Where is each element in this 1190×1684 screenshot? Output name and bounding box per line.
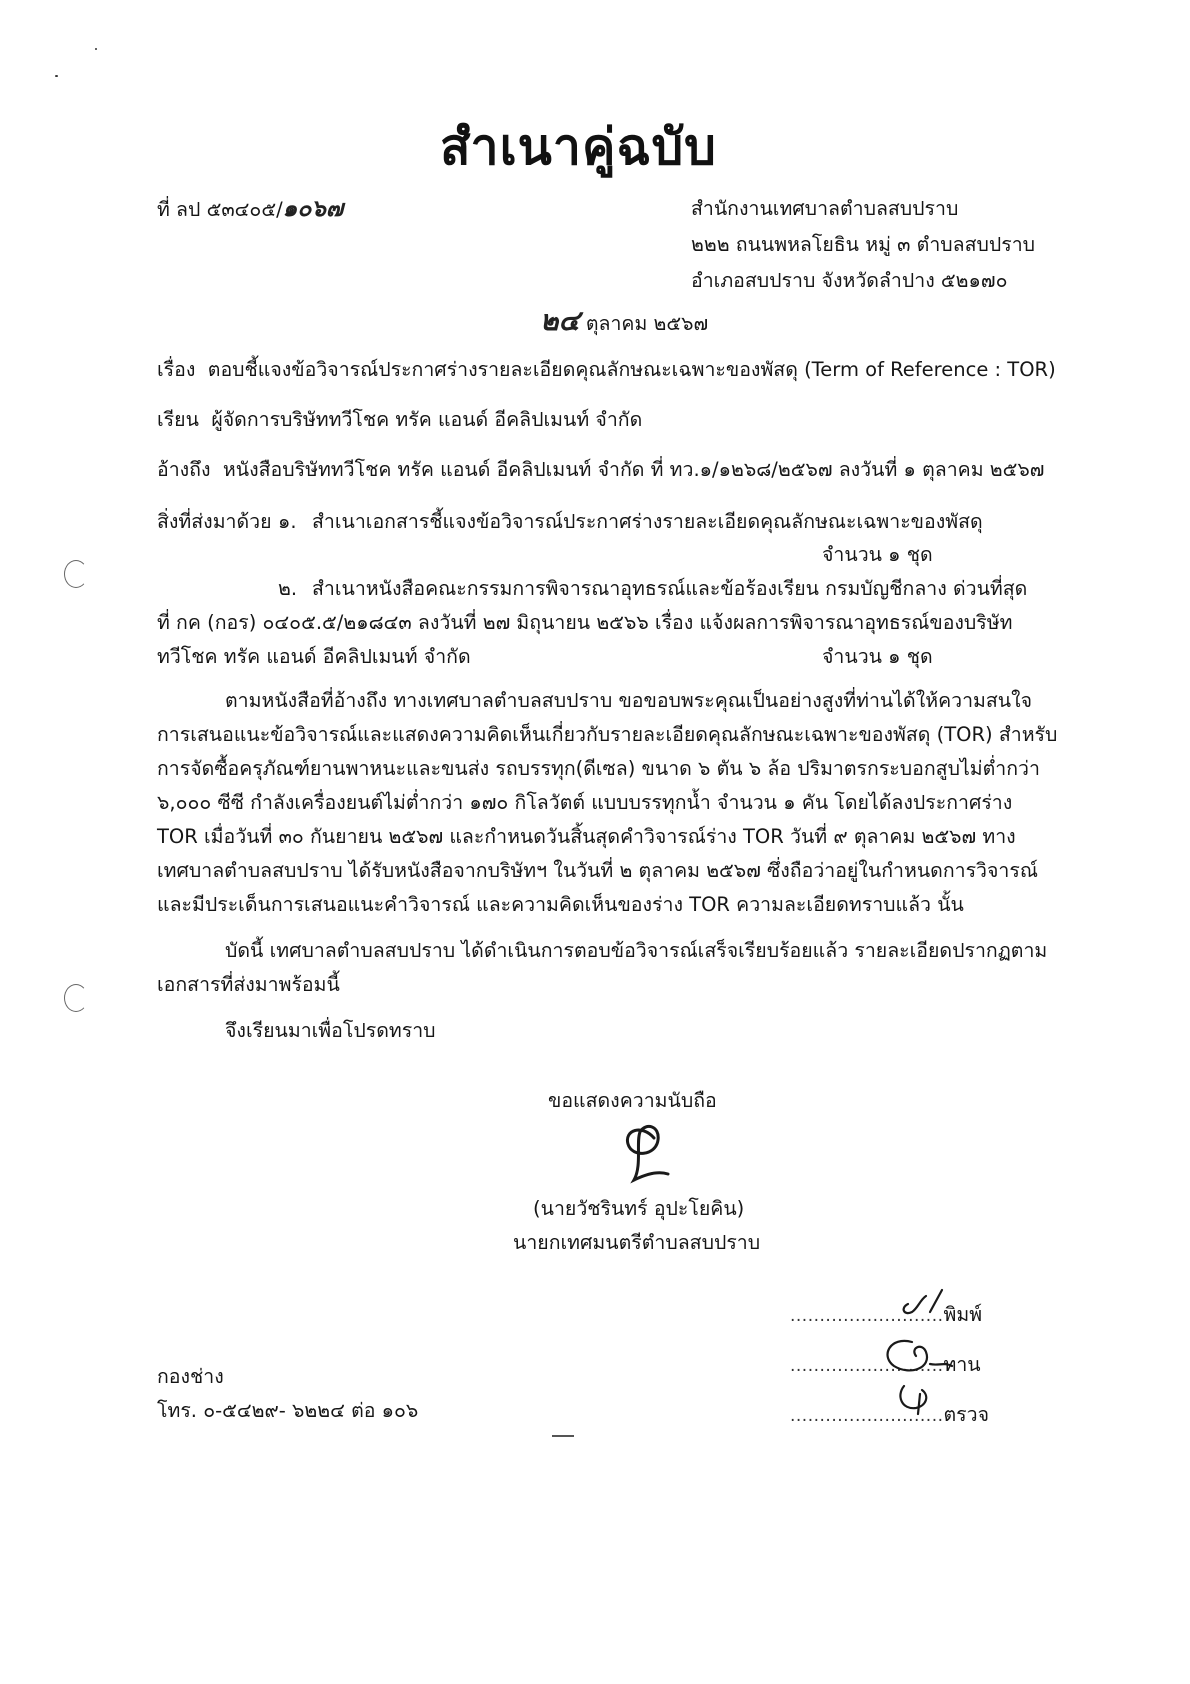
- enclosure-2-line-1: สำเนาหนังสือคณะกรรมการพิจารณาอุทธรณ์และข้อร้องเรียน กรมบัญชีกลาง ด่วนที่สุด: [312, 577, 1028, 600]
- reference-number-handwritten: ๑๐๖๗: [282, 195, 344, 222]
- enclosures-label: สิ่งที่ส่งมาด้วย: [157, 510, 272, 533]
- sender-address-line-1: สำนักงานเทศบาลตำบลสบปราบ: [691, 197, 959, 220]
- punch-hole-mark: [64, 984, 88, 1012]
- signer-title: นายกเทศมนตรีตำบลสบปราบ: [513, 1231, 761, 1254]
- reference-line: [157, 457, 1044, 483]
- signer-name: (นายวัชรินทร์ อุปะโยคิน): [533, 1197, 745, 1220]
- body-paragraph-1-line: และมีประเด็นการเสนอแนะคำวิจารณ์ และความคิดเห็นของร่าง TOR ความละเอียดทราบแล้ว นั้น: [157, 893, 964, 916]
- body-paragraph-1-line: การจัดซื้อครุภัณฑ์ยานพาหนะและขนส่ง รถบรรทุก(ดีเซล) ขนาด ๖ ตัน ๖ ล้อ ปริมาตรกระบอกสูบไม่ต่ำกว่า: [157, 757, 1040, 780]
- enclosure-1-count: จำนวน ๑ ชุด: [822, 543, 933, 566]
- checked-by-label: ทาน: [943, 1353, 981, 1376]
- initials-dotted-line: ..........................: [790, 1406, 944, 1426]
- letter-date: [540, 304, 709, 337]
- verified-by-label: ตรวจ: [943, 1403, 990, 1426]
- reference-number: [157, 196, 343, 223]
- closing-request: จึงเรียนมาเพื่อโปรดทราบ: [225, 1019, 436, 1042]
- body-paragraph-1-line: การเสนอแนะข้อวิจารณ์และแสดงความคิดเห็นเกี่ยวกับรายละเอียดคุณลักษณะเฉพาะของพัสดุ (TOR) สำหรับ: [157, 723, 1058, 746]
- recipient-label: เรียน: [157, 408, 199, 431]
- enclosure-2-line-3: ทวีโชค ทรัค แอนด์ อีคลิปเมนท์ จำกัด: [157, 645, 471, 668]
- enclosure-2-number: ๒.: [278, 577, 298, 600]
- body-paragraph-1-line: ๖,๐๐๐ ซีซี กำลังเครื่องยนต์ไม่ต่ำกว่า ๑๗๐ กิโลวัตต์ แบบบรรทุกน้ำ จำนวน ๑ คัน โดยได้ลงประกาศร่าง: [157, 791, 1013, 814]
- scan-speck: [55, 75, 58, 77]
- body-paragraph-1-line: ตามหนังสือที่อ้างถึง ทางเทศบาลตำบลสบปราบ ขอขอบพระคุณเป็นอย่างสูงที่ท่านได้ให้ความสนใจ: [225, 689, 1033, 712]
- subject-text: ตอบชี้แจงข้อวิจารณ์ประกาศร่างรายละเอียดคุณลักษณะเฉพาะของพัสดุ (Term of Reference : TOR): [207, 358, 1056, 381]
- reference-number-label: ที่ ลป ๕๓๔๐๕/: [157, 198, 283, 221]
- handwritten-initials-image: [860, 1286, 970, 1426]
- initials-dotted-line: ..........................: [790, 1306, 944, 1326]
- signature-image: [612, 1118, 682, 1190]
- initials-dotted-line: ..........................: [790, 1356, 944, 1376]
- punch-hole-mark: [64, 560, 88, 588]
- body-paragraph-2-line: เอกสารที่ส่งมาพร้อมนี้: [157, 973, 340, 996]
- recipient-line: [157, 407, 642, 433]
- sender-address-line-2: ๒๒๒ ถนนพหลโยธิน หมู่ ๓ ตำบลสบปราบ: [691, 233, 1036, 256]
- body-paragraph-1-line: TOR เมื่อวันที่ ๓๐ กันยายน ๒๕๖๗ และกำหนดวันสิ้นสุดคำวิจารณ์ร่าง TOR วันที่ ๙ ตุลาคม ๒๕๖๗ ทาง: [157, 825, 1016, 848]
- date-day-handwritten: ๒๔: [540, 304, 580, 337]
- body-paragraph-1-line: เทศบาลตำบลสบปราบ ได้รับหนังสือจากบริษัทฯ ในวันที่ ๒ ตุลาคม ๒๕๖๗ ซึ่งถือว่าอยู่ในกำหนดการวิจารณ์: [157, 859, 1038, 882]
- copy-stamp-title: สำเนาคู่ฉบับ: [440, 118, 717, 176]
- scan-speck: [95, 48, 97, 50]
- footer-phone: โทร. ๐-๕๔๒๙- ๖๒๒๔ ต่อ ๑๐๖: [157, 1399, 419, 1422]
- reference-text: หนังสือบริษัททวีโชค ทรัค แอนด์ อีคลิปเมนท์ จำกัด ที่ ทว.๑/๑๒๖๘/๒๕๖๗ ลงวันที่ ๑ ตุลาคม ๒๕๖๗: [222, 458, 1045, 481]
- body-paragraph-2-line: บัดนี้ เทศบาลตำบลสบปราบ ได้ดำเนินการตอบข้อวิจารณ์เสร็จเรียบร้อยแล้ว รายละเอียดปรากฏตาม: [225, 939, 1048, 962]
- scan-mark: [552, 1435, 574, 1437]
- enclosure-1-number: ๑.: [278, 510, 297, 533]
- enclosure-2-line-2: ที่ กค (กอร) ๐๔๐๕.๕/๒๑๘๔๓ ลงวันที่ ๒๗ มิถุนายน ๒๕๖๖ เรื่อง แจ้งผลการพิจารณาอุทธรณ์ของบริษัท: [157, 611, 1013, 634]
- sender-address-line-3: อำเภอสบปราบ จังหวัดลำปาง ๕๒๑๗๐: [691, 269, 1008, 292]
- initials-block: [790, 1296, 1030, 1426]
- subject-line: [157, 357, 1056, 383]
- reference-label: อ้างถึง: [157, 458, 211, 481]
- enclosure-1-text: สำเนาเอกสารชี้แจงข้อวิจารณ์ประกาศร่างรายละเอียดคุณลักษณะเฉพาะของพัสดุ: [312, 510, 983, 533]
- recipient-text: ผู้จัดการบริษัททวีโชค ทรัค แอนด์ อีคลิปเมนท์ จำกัด: [211, 408, 643, 431]
- typed-by-label: พิมพ์: [943, 1303, 983, 1326]
- footer-department: กองช่าง: [157, 1365, 224, 1388]
- subject-label: เรื่อง: [157, 358, 196, 381]
- enclosure-2-count: จำนวน ๑ ชุด: [822, 645, 933, 668]
- complimentary-close: ขอแสดงความนับถือ: [548, 1089, 717, 1112]
- date-month-year: ตุลาคม ๒๕๖๗: [585, 312, 709, 335]
